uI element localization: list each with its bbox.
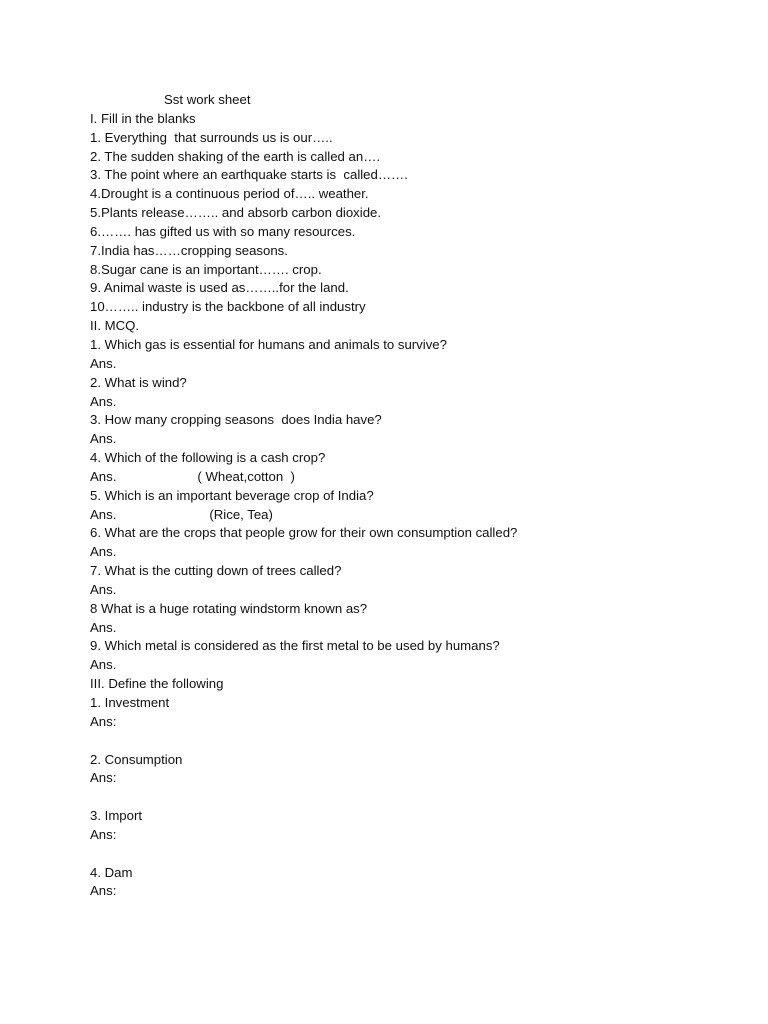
- answer-line: [90, 506, 730, 525]
- fill-blank-item: 5.Plants release…….. and absorb carbon dioxide.: [90, 205, 382, 221]
- worksheet-content: [90, 91, 730, 901]
- fill-blank-item: 7.India has……cropping seasons.: [90, 242, 288, 258]
- section-heading-mcq: II. MCQ.: [90, 318, 140, 334]
- answer-label: Ans.: [90, 657, 117, 673]
- answer-label: Ans.: [90, 619, 117, 635]
- fill-blank-item: 6.……. has gifted us with so many resources.: [90, 223, 356, 239]
- blank-line: [90, 788, 730, 807]
- answer-label: Ans:: [90, 770, 117, 786]
- answer-label: Ans.: [90, 581, 117, 597]
- answer-label: Ans.: [90, 393, 117, 409]
- mcq-question: 4. Which of the following is a cash crop?: [90, 450, 326, 466]
- define-term: 3. Import: [90, 808, 143, 824]
- fill-blank-item: 2. The sudden shaking of the earth is called an….: [90, 148, 381, 164]
- blank-line: [90, 732, 730, 751]
- fill-blank-item: 9. Animal waste is used as……..for the land.: [90, 280, 349, 296]
- answer-options: (Rice, Tea): [209, 506, 273, 522]
- answer-label: Ans.: [90, 355, 117, 371]
- mcq-question: 7. What is the cutting down of trees called?: [90, 563, 342, 579]
- section-heading-define: III. Define the following: [90, 676, 224, 692]
- answer-options: ( Wheat,cotton ): [197, 468, 295, 484]
- fill-blank-item: 3. The point where an earthquake starts is called…….: [90, 167, 408, 183]
- mcq-question: 3. How many cropping seasons does India have?: [90, 412, 382, 428]
- answer-label: Ans:: [90, 883, 117, 899]
- mcq-question: 2. What is wind?: [90, 374, 187, 390]
- answer-label: Ans.: [90, 544, 117, 560]
- fill-blank-item: 10…….. industry is the backbone of all industry: [90, 299, 366, 315]
- worksheet-title: Sst work sheet: [164, 92, 251, 107]
- blank-line: [90, 845, 730, 864]
- define-term: 1. Investment: [90, 695, 170, 710]
- fill-blank-item: 1. Everything that surrounds us is our…..: [90, 129, 333, 145]
- mcq-question: 1. Which gas is essential for humans and animals to survive?: [90, 336, 447, 352]
- define-term: 2. Consumption: [90, 751, 183, 767]
- section-heading-fill-blanks: I. Fill in the blanks: [90, 110, 196, 126]
- mcq-question: 5. Which is an important beverage crop of India?: [90, 487, 374, 503]
- fill-blank-item: 8.Sugar cane is an important……. crop.: [90, 261, 322, 277]
- mcq-question: 6. What are the crops that people grow for their own consumption called?: [90, 525, 518, 541]
- mcq-question: 9. Which metal is considered as the first metal to be used by humans?: [90, 638, 500, 654]
- answer-line: [90, 468, 730, 487]
- mcq-question: 8 What is a huge rotating windstorm known as?: [90, 600, 368, 616]
- answer-label: Ans.: [90, 431, 117, 447]
- answer-label: Ans.: [90, 506, 117, 522]
- fill-blank-item: 4.Drought is a continuous period of….. weather.: [90, 186, 369, 202]
- answer-label: Ans.: [90, 468, 117, 484]
- answer-label: Ans:: [90, 713, 117, 729]
- define-term: 4. Dam: [90, 864, 133, 880]
- answer-label: Ans:: [90, 826, 117, 842]
